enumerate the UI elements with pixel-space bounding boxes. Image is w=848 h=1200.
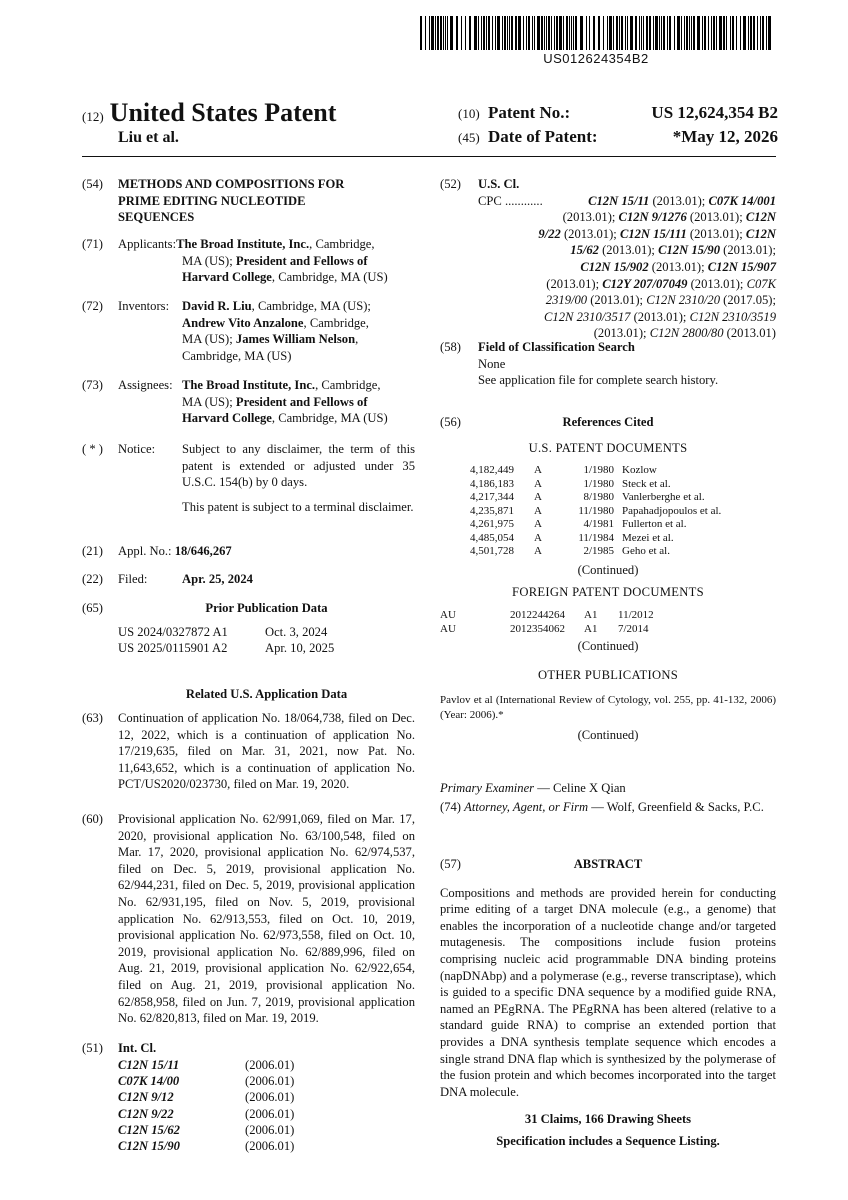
cpc-code: 2319/00 [545, 293, 588, 308]
patent-number: 4,501,728 [470, 545, 514, 558]
kind-code: A [534, 464, 542, 477]
assignees-label: Assignees: [118, 378, 173, 392]
cpc-code: C12N 15/902 [580, 260, 649, 275]
inventor-location: , Cambridge, [303, 315, 369, 330]
publication-number: US 2024/0327872 A1 [118, 624, 228, 639]
abstract-text: Compositions and methods are provided herein for conducting prime editing of a target DNA molecule (e.g., a genome) that enables the incorporation of a nucleotide change and/or targeted mutagenesis. The compositions include fusion proteins comprising nucleic acid programmable DNA binding proteins (napDNAbp) and a polymerase (e.g., reverse transcriptase), which is guided to a specific DNA sequence by a modified guide RNA, named an PEgRNA. The PEgRNA has been altered (relative to a standard guide RNA) to comprise an extended portion that provides a DNA synthesis template sequence which encodes a single strand DNA flap which is synthesized by the polymerase of the fusion protein and which becomes incorporated into the target DNA molecule. [440, 885, 776, 1099]
cpc-label: CPC ............ [478, 193, 543, 208]
cpc-line [478, 309, 776, 326]
classification-code: C12N 15/90 [118, 1139, 180, 1154]
attorney-name: — Wolf, Greenfield & Sacks, P.C. [588, 799, 764, 814]
applicants-section [82, 236, 415, 286]
int-cl-row [118, 1122, 415, 1138]
field-search-body [478, 339, 776, 389]
references-heading: References Cited [562, 415, 654, 429]
header-divider [82, 156, 776, 157]
applicant-name: The Broad Institute, Inc. [176, 237, 310, 251]
cpc-line [478, 292, 776, 309]
cpc-line [478, 259, 776, 276]
patent-date: 7/2014 [618, 622, 649, 635]
field-search-note: See application file for complete search history. [478, 373, 719, 388]
code-21: (21) [82, 544, 103, 558]
cpc-lines [478, 193, 776, 342]
patent-date: 11/2012 [618, 609, 654, 622]
applicant-name: President and Fellows of [235, 253, 368, 268]
patent-date: 8/1980 [583, 491, 614, 504]
other-publication-entry: Pavlov et al (International Review of Cytology, vol. 255, pp. 41-132, 2006) (Year: 2006).* [440, 694, 776, 722]
claims-summary: 31 Claims, 166 Drawing Sheets [524, 1112, 692, 1126]
classification-version: (2006.01) [245, 1057, 295, 1072]
references-section [440, 414, 776, 744]
notice-section [82, 441, 415, 515]
kind-code: A [534, 545, 542, 558]
classification-code: C07K 14/00 [118, 1073, 180, 1088]
continued-other: (Continued) [577, 727, 639, 742]
code-54: (54) [82, 177, 103, 191]
cpc-version: (2013.01); [593, 326, 650, 341]
code-73: (73) [82, 378, 103, 392]
cpc-code: 15/62 [570, 243, 599, 258]
filed-section [82, 571, 415, 588]
kind-code: A [534, 491, 542, 504]
int-cl-row [118, 1073, 415, 1089]
attorney-label: Attorney, Agent, or Firm [464, 799, 589, 814]
related-application-heading: Related U.S. Application Data [185, 687, 348, 701]
patent-number: 4,186,183 [470, 477, 514, 490]
us-patent-docs-list [440, 464, 776, 559]
int-cl-heading: Int. Cl. [118, 1041, 157, 1055]
abstract-section [440, 856, 776, 1101]
publication-number: US 2025/0115901 A2 [118, 641, 228, 656]
cpc-version: (2013.01); [630, 309, 690, 324]
invention-title [118, 176, 415, 226]
examiner-label: Primary Examiner [440, 781, 535, 795]
cpc-version: (2013.01); [720, 243, 776, 258]
code-52: (52) [440, 177, 461, 191]
assignee-name: The Broad Institute, Inc. [182, 378, 316, 392]
cpc-code: C12N 9/1276 [618, 210, 687, 225]
cpc-code: C12N 15/111 [619, 226, 687, 241]
classification-version: (2006.01) [245, 1139, 295, 1154]
cpc-code: C12N [745, 226, 776, 241]
code-72: (72) [82, 299, 103, 313]
cpc-code: C07K [746, 276, 776, 291]
notice-text: Subject to any disclaimer, the term of this patent is extended or adjusted under 35 U.S.C. 154(b) by 0 days. [182, 442, 415, 490]
publication-date: Apr. 10, 2025 [265, 641, 335, 656]
notice-label: Notice: [118, 442, 156, 456]
other-publications-heading: OTHER PUBLICATIONS [537, 667, 679, 682]
patent-date: 4/1981 [583, 518, 614, 531]
examiner-name: — Celine X Qian [534, 781, 626, 795]
prior-publication-section [82, 600, 415, 657]
patent-date: 1/1980 [583, 464, 614, 477]
code-notice: ( * ) [82, 442, 103, 456]
inventor-location: , [355, 332, 359, 347]
appl-no-section [82, 543, 415, 560]
abstract-heading: ABSTRACT [573, 857, 643, 871]
assignees-cont [182, 394, 415, 427]
patent-no: US 12,624,354 B2 [651, 103, 778, 122]
patent-date: 11/1984 [578, 531, 614, 544]
country-code: AU [440, 622, 456, 635]
cpc-version: (2013.01); [587, 293, 647, 308]
applicant-location: , Cambridge, [309, 237, 375, 251]
filed-label: Filed: [118, 572, 148, 586]
terminal-disclaimer: This patent is subject to a terminal disclaimer. [182, 499, 414, 514]
us-cl-heading: U.S. Cl. [478, 177, 520, 191]
date-label: Date of Patent: [488, 127, 598, 146]
foreign-patent-row [440, 609, 776, 623]
int-cl-row [118, 1106, 415, 1122]
prior-publication-list [118, 624, 415, 657]
patent-number: 4,485,054 [470, 531, 514, 544]
kind-code: A [534, 504, 542, 517]
inventors-cont [182, 315, 415, 365]
patentee-name: Vanlerberghe et al. [622, 491, 705, 504]
cpc-code: C12N 2310/20 [646, 293, 721, 308]
patent-date: 2/1985 [583, 545, 614, 558]
patent-number: 2012354062 [510, 622, 565, 635]
us-patent-row [440, 464, 776, 478]
classification-version: (2006.01) [245, 1073, 295, 1088]
int-cl-row [118, 1138, 415, 1154]
cpc-code: C12N 15/90 [658, 243, 721, 258]
cpc-code: C12N 15/907 [707, 260, 776, 275]
code-12: (12) [82, 109, 104, 124]
code-63: (63) [82, 711, 103, 725]
provisional-text: Provisional application No. 62/991,069, filed on Mar. 17, 2020, provisional application No. 63/100,548, filed on Mar. 17, 2020, provisional application No. 62/974,537, filed on Dec. 5, 2019, provisional application No. 62/944,231, filed on Dec. 5, 2019, provisional application No. 62/931,195, filed on Nov. 5, 2019, provisional application No. 62/913,553, filed on Oct. 10, 2019, provisional application No. 62/973,558, filed on Oct. 10, 2019, provisional application No. 62/889,996, filed on Aug. 21, 2019, provisional application No. 62/922,654, filed on Aug. 21, 2019, provisional application No. 62/858,958, filed on Jun. 7, 2019, provisional application No. 62/820,813, filed on Mar. 19, 2019. [118, 812, 415, 1026]
cpc-version: (2013.01); [598, 243, 659, 258]
patentee-name: Fullerton et al. [622, 518, 687, 531]
cpc-code: C12Y 207/07049 [602, 276, 688, 291]
assignee-name: President and Fellows of [235, 394, 368, 409]
patent-type-heading [82, 96, 336, 130]
cpc-code: C07K 14/001 [708, 193, 776, 208]
patent-type: United States Patent [109, 98, 337, 127]
publication-row [118, 624, 415, 641]
code-51: (51) [82, 1041, 103, 1055]
cpc-version: (2013.01); [686, 210, 746, 225]
kind-code: A1 [584, 622, 598, 635]
patent-number: 4,182,449 [470, 464, 514, 477]
applicants-body [118, 236, 415, 286]
foreign-patent-row [440, 623, 776, 637]
us-patent-docs-heading: U.S. PATENT DOCUMENTS [528, 440, 688, 455]
patentee-name: Steck et al. [622, 477, 671, 490]
us-patent-row [440, 532, 776, 546]
patent-number: 2012244264 [510, 609, 565, 622]
code-74: (74) [440, 799, 465, 814]
inventor-name: Andrew Vito Anzalone [182, 315, 304, 330]
primary-examiner-line [440, 780, 776, 797]
patent-date: 1/1980 [583, 477, 614, 490]
appl-no-value: 18/646,267 [174, 544, 232, 558]
cpc-block [478, 193, 776, 342]
cpc-version: (2017.05); [720, 293, 776, 308]
field-search-section [440, 339, 776, 389]
int-cl-section [82, 1040, 415, 1155]
cpc-code: C12N [745, 210, 776, 225]
classification-code: C12N 15/62 [118, 1123, 180, 1138]
continuation-section [82, 710, 415, 793]
title-line: METHODS AND COMPOSITIONS FOR [118, 177, 345, 191]
assignee-name: Harvard College [182, 411, 272, 426]
kind-code: A [534, 477, 542, 490]
attorney-line [440, 799, 776, 816]
classification-code: C12N 9/12 [118, 1090, 174, 1105]
int-cl-row [118, 1089, 415, 1105]
assignees-section [82, 377, 415, 427]
cpc-version: (2013.01); [560, 226, 620, 241]
field-search-heading: Field of Classification Search [478, 340, 635, 354]
patentee-name: Papahadjopoulos et al. [622, 504, 722, 517]
foreign-patent-docs-heading: FOREIGN PATENT DOCUMENTS [512, 585, 704, 600]
code-45: (45) [458, 130, 480, 145]
sequence-listing-note: Specification includes a Sequence Listing. [496, 1134, 720, 1148]
code-57: (57) [440, 857, 461, 871]
kind-code: A1 [584, 609, 598, 622]
code-58: (58) [440, 340, 461, 354]
cpc-code: 9/22 [538, 226, 561, 241]
classification-version: (2006.01) [245, 1090, 295, 1105]
inventor-name: David R. Liu [182, 299, 252, 313]
applicant-name: Harvard College [182, 270, 272, 285]
inventors-section [82, 298, 415, 364]
appl-no-label: Appl. No.: [118, 544, 172, 558]
foreign-patent-docs-list [440, 609, 776, 636]
us-cl-section [440, 176, 776, 342]
int-cl-body [118, 1040, 415, 1155]
code-60: (60) [82, 812, 103, 826]
classification-code: C12N 9/22 [118, 1106, 174, 1121]
title-line: SEQUENCES [118, 210, 195, 225]
continued-foreign: (Continued) [577, 639, 639, 654]
examiner-section [440, 780, 776, 815]
cpc-version: (2013.01); [649, 193, 709, 208]
cpc-version: (2013.01); [686, 226, 746, 241]
applicant-location: , Cambridge, MA (US) [271, 270, 388, 285]
barcode-number: US012624354B2 [543, 51, 649, 66]
code-22: (22) [82, 572, 103, 586]
cpc-code: C12N 2310/3517 [544, 309, 631, 324]
assignee-location: , Cambridge, MA (US) [271, 411, 388, 426]
continued-us: (Continued) [577, 562, 639, 577]
cpc-line [478, 226, 776, 243]
inventor-location: , Cambridge, MA (US); [251, 299, 371, 313]
code-10: (10) [458, 106, 480, 121]
date-of-patent: *May 12, 2026 [672, 127, 778, 146]
classification-version: (2006.01) [245, 1123, 295, 1138]
patent-number: 4,261,975 [470, 518, 514, 531]
kind-code: A [534, 518, 542, 531]
inventors-body [118, 298, 415, 364]
cpc-version: (2013.01); [546, 276, 603, 291]
assignee-location: MA (US); [182, 394, 236, 409]
cpc-code: C12N 2310/3519 [689, 309, 776, 324]
patent-date: 11/1980 [578, 504, 614, 517]
assignees-body [118, 377, 415, 427]
classification-version: (2006.01) [245, 1106, 295, 1121]
filed-value: Apr. 25, 2024 [182, 572, 253, 586]
int-cl-row [118, 1057, 415, 1073]
provisional-section [82, 811, 415, 1027]
code-56: (56) [440, 415, 461, 429]
us-patent-row [440, 545, 776, 559]
cpc-version: (2013.01); [648, 260, 708, 275]
inventors-short: Liu et al. [118, 129, 179, 146]
code-65: (65) [82, 601, 103, 615]
publication-date: Oct. 3, 2024 [265, 624, 328, 639]
inventors-label: Inventors: [118, 299, 170, 313]
cpc-code: C12N 2800/80 [649, 326, 724, 341]
applicant-location: MA (US); [182, 253, 236, 268]
us-patent-row [440, 505, 776, 519]
cpc-code: C12N 15/11 [588, 193, 650, 208]
patentee-name: Mezei et al. [622, 531, 674, 544]
patentee-name: Geho et al. [622, 545, 670, 558]
inventor-location: Cambridge, MA (US) [182, 348, 292, 363]
barcode [420, 16, 772, 50]
applicants-label: Applicants: [118, 237, 177, 251]
us-patent-row [440, 491, 776, 505]
country-code: AU [440, 609, 456, 622]
patentee-name: Kozlow [622, 464, 657, 477]
cpc-version: (2013.01); [687, 276, 747, 291]
us-patent-row [440, 518, 776, 532]
cpc-version: (2013.01) [723, 326, 776, 341]
patent-number: 4,235,871 [470, 504, 514, 517]
us-patent-row [440, 478, 776, 492]
title-line: PRIME EDITING NUCLEOTIDE [118, 193, 306, 208]
patent-no-label: Patent No.: [488, 103, 571, 122]
publication-row [118, 640, 415, 657]
continuation-text: Continuation of application No. 18/064,738, filed on Dec. 12, 2022, which is a continuation of application No. 17/219,635, filed on Mar. 31, 2021, now Pat. No. 11,643,652, which is a continuation of application No. PCT/US2020/023730, filed on Mar. 19, 2020. [118, 711, 415, 792]
notice-body [182, 441, 415, 515]
cpc-line [478, 209, 776, 226]
prior-publication-heading: Prior Publication Data [205, 601, 328, 615]
code-71: (71) [82, 237, 103, 251]
inventor-location: MA (US); [182, 332, 236, 347]
patent-number: 4,217,344 [470, 491, 514, 504]
kind-code: A [534, 531, 542, 544]
field-search-none: None [478, 356, 506, 371]
cpc-version: (2013.01); [562, 210, 619, 225]
assignee-location: , Cambridge, [315, 378, 381, 392]
applicants-cont [182, 253, 415, 286]
cpc-line [478, 242, 776, 259]
cpc-line [478, 276, 776, 293]
title-section [82, 176, 415, 226]
classification-code: C12N 15/11 [118, 1057, 180, 1072]
inventor-name: James William Nelson [235, 332, 356, 347]
patent-number-block [458, 102, 778, 150]
